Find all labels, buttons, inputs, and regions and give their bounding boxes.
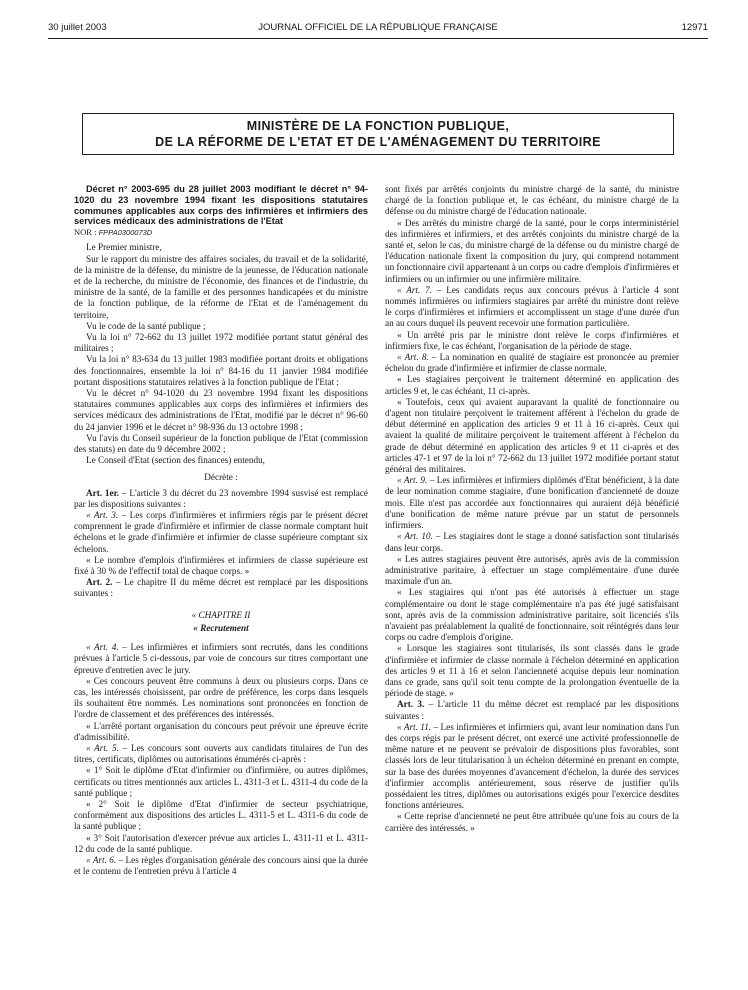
- article-5-item-3: « 3° Soit l'autorisation d'exercer prévue aux articles L. 4311-11 et L. 4311-12 du code de la santé publique.: [74, 832, 368, 854]
- article-1: [74, 488, 368, 510]
- article-10-text: – Les stagiaires dont le stage a donné satisfaction sont titularisés dans leur corps.: [385, 531, 680, 553]
- article-6-paragraph-2: « Des arrêtés du ministre chargé de la santé, pour le corps interministériel des infirmières et infirmiers, et des arrêtés conjoints du ministre chargé de la santé et, selon le cas, du ministre chargé de la défense ou du ministre chargé de l'éducation nationale fixent la composition du jury, qui comprend notamment un fonctionnaire civil appartenant à un corps ou cadre d'emplois d'infirmières et infirmiers ou un infirmier ou une infirmière militaire.: [385, 217, 679, 284]
- article-4-label: « Art. 4.: [86, 642, 119, 653]
- article-3-quoted: [74, 510, 368, 555]
- article-5: [74, 743, 368, 765]
- article-6-continued: sont fixés par arrêtés conjoints du ministre chargé de la santé, du ministre chargé de la fonction publique et, le cas échéant, du ministre chargé de la défense ou du ministre chargé de l'éducation nationale.: [385, 184, 679, 217]
- article-9: [385, 475, 679, 531]
- article-3-amend: [385, 699, 679, 721]
- article-4-paragraph-3: « L'arrêté portant organisation du concours peut prévoir une épreuve écrite d'admissibilité.: [74, 720, 368, 742]
- nor-label: NOR :: [74, 227, 97, 238]
- article-8-paragraph-3: « Toutefois, ceux qui avaient auparavant la qualité de fonctionnaire ou d'agent non titulaire perçoivent le traitement afférent à l'échelon du grade de début déterminé en application des articles 9 et 11 à 16 ci-après. Ceux qui avaient la qualité de militaire perçoivent le traitement afférent à l'échelon du grade de début déterminé en application des articles 9 et 11 ci-après et des articles 47-1 et 97 de la loi n° 72-662 du 13 juillet 1972 modifiée portant statut général des militaires.: [385, 396, 679, 475]
- article-8-text: – La nomination en qualité de stagiaire est prononcée au premier échelon du grade d'infirmière et infirmier de classe normale.: [385, 352, 679, 374]
- article-3-amend-label: Art. 3.: [397, 699, 425, 710]
- article-4: [74, 642, 368, 676]
- decrete: Décrète :: [204, 472, 238, 483]
- visa-decret-94-1020: Vu le décret n° 94-1020 du 23 novembre 1994 fixant les dispositions statutaires communes applicables aux corps des infirmières et infirmiers des services médicaux des administrations de l'Etat, modifié par le décret n° 96-60 du 24 janvier 1996 et le décret n° 98-936 du 13 octobre 1998 ;: [74, 388, 368, 432]
- article-5-label: « Art. 5.: [86, 742, 119, 753]
- article-3-amend-text: – L'article 11 du même décret est remplacé par les dispositions suivantes :: [385, 699, 679, 721]
- visa-loi-83-634: Vu la loi n° 83-634 du 13 juillet 1983 modifiée portant droits et obligations des fonctionnaires, ensemble la loi n° 84-16 du 11 janvier 1984 modifiée portant dispositions statutaires relatives à la fonction publique de l'Etat ;: [74, 354, 368, 387]
- article-7: [385, 285, 679, 330]
- article-7-label: « Art. 7.: [397, 284, 432, 295]
- article-8-label: « Art. 8.: [397, 352, 429, 363]
- article-11-paragraph-2: « Cette reprise d'ancienneté ne peut être attribuée qu'une fois au cours de la carrière des intéressés. »: [385, 811, 679, 833]
- visa-rapport: Sur le rapport du ministre des affaires sociales, du travail et de la solidarité, de la ministre de la défense, du ministre de la jeunesse, de l'éducation nationale et de la recherche, du ministre de l'économie, des finances et de l'industrie, du ministre de la santé, de la famille et des personnes handicapées et du ministre de la fonction publique, de la réforme de l'Etat et de l'aménagement du territoire,: [74, 253, 368, 320]
- article-5-item-1: « 1° Soit le diplôme d'Etat d'infirmier ou d'infirmière, ou autres diplômes, certificats ou titres mentionnés aux articles L. 4311-3 et L. 4311-4 du code de la santé publique ;: [74, 765, 368, 798]
- visa-code-sante: Vu le code de la santé publique ;: [86, 320, 206, 331]
- article-11: [385, 722, 679, 812]
- article-9-label: « Art. 9.: [397, 475, 428, 486]
- article-10-label: « Art. 10.: [397, 531, 433, 542]
- header-rule: [48, 38, 708, 39]
- decree-title: Décret n° 2003-695 du 28 juillet 2003 modifiant le décret n° 94-1020 du 23 novembre 1994 fixant les dispositions statutaires communes applicables aux corps des infirmières et infirmiers des services médicaux des administrations de l'Etat: [74, 184, 368, 227]
- article-6-label: « Art. 6.: [86, 854, 117, 865]
- article-5-item-2: « 2° Soit le diplôme d'Etat d'infirmier de secteur psychiatrique, conformément aux dispositions des articles L. 4311-5 et L. 4311-6 du code de la santé publique ;: [74, 798, 368, 832]
- article-10: [385, 531, 679, 553]
- left-column: [74, 184, 368, 877]
- premier-ministre: Le Premier ministre,: [86, 242, 162, 253]
- article-10-paragraph-4: « Lorsque les stagiaires sont titularisés, ils sont classés dans le grade d'infirmière et infirmier de classe normale à l'échelon déterminé en application des articles 9 et 11 à 16 et selon l'ancienneté acquise depuis leur nomination dans ce grade, sans qu'il soit tenu compte de la prolongation éventuelle de la période de stage. »: [385, 643, 679, 699]
- article-6-text: – Les règles d'organisation générale des concours ainsi que la durée et le contenu de l'entretien prévu à l'article 4: [74, 854, 368, 877]
- ministry-box: [82, 113, 674, 155]
- article-11-label: « Art. 11.: [397, 721, 432, 732]
- article-8: [385, 352, 679, 374]
- article-2: [74, 577, 368, 599]
- article-9-text: – Les infirmières et infirmiers diplômés d'Etat bénéficient, à la date de leur nomination comme stagiaire, d'une bonification d'ancienneté de douze mois. Elle n'est pas accordée aux fonctionnaires qui auraient déjà bénéficié d'une bonification de même nature prévue par un statut de personnels infirmiers.: [385, 475, 680, 531]
- chapter-heading: « CHAPITRE II: [191, 609, 251, 620]
- article-10-paragraph-3: « Les stagiaires qui n'ont pas été autorisés à effectuer un stage complémentaire ou dont le stage complémentaire n'a pas été jugé satisfaisant sont, après avis de la commission administrative paritaire, soit licenciés s'ils n'avaient pas préalablement la qualité de fonctionnaire, soit réintégrés dans leur corps ou cadre d'emplois d'origine.: [385, 587, 679, 643]
- article-5-text: – Les concours sont ouverts aux candidats titulaires de l'un des titres, certificats, diplômes ou autorisations énumérés ci-après :: [74, 742, 368, 765]
- article-1-text: – L'article 3 du décret du 23 novembre 1994 susvisé est remplacé par les dispositions suivantes :: [74, 487, 368, 509]
- article-7-paragraph-2: « Un arrêté pris par le ministre dont relève le corps d'infirmières et infirmiers fixe, le cas échéant, l'organisation de la période de stage.: [385, 329, 679, 351]
- article-7-text: – Les candidats reçus aux concours prévus à l'article 4 sont nommés infirmières ou infirmiers stagiaires par arrêté du ministre dont relève le corps d'infirmières et infirmiers et accomplissent un stage d'une durée d'un an au cours duquel ils peuvent recevoir une formation particulière.: [385, 284, 680, 329]
- article-2-text: – Le chapitre II du même décret est remplacé par les dispositions suivantes :: [74, 577, 368, 599]
- nor-code: FPPA0300073D: [98, 228, 153, 238]
- visa-conseil-superieur: Vu l'avis du Conseil supérieur de la fonction publique de l'Etat (commission des statuts) en date du 9 décembre 2002 ;: [74, 432, 368, 455]
- visa-loi-72-662: Vu la loi n° 72-662 du 13 juillet 1972 modifiée portant statut général des militaires ;: [74, 332, 368, 354]
- article-4-text: – Les infirmières et infirmiers sont recrutés, dans les conditions prévues à l'article 5 ci-dessous, par voie de concours sur titres comportant une épreuve d'entretien avec le jury.: [74, 642, 368, 675]
- article-3-label: « Art. 3.: [86, 510, 119, 521]
- article-6: [74, 855, 368, 877]
- ministry-line-1: MINISTÈRE DE LA FONCTION PUBLIQUE,: [246, 119, 510, 133]
- article-3-text: – Les corps d'infirmières et infirmiers régis par le présent décret comprennent le grade d'infirmière et infirmier de classe normale comptant huit échelons et le grade d'infirmière et infirmier de classe supérieure comptant six échelons.: [74, 510, 368, 554]
- article-2-label: Art. 2.: [86, 577, 113, 588]
- page-header: [48, 22, 708, 36]
- article-8-paragraph-2: « Les stagiaires perçoivent le traitement déterminé en application des articles 9 et, le cas échéant, 11 ci-après.: [385, 374, 679, 396]
- article-1-label: Art. 1er.: [86, 487, 120, 498]
- ministry-line-2: DE LA RÉFORME DE L'ETAT ET DE L'AMÉNAGEMENT DU TERRITOIRE: [155, 135, 601, 149]
- visa-conseil-etat: Le Conseil d'Etat (section des finances) entendu,: [86, 455, 265, 466]
- header-date: 30 juillet 2003: [48, 22, 107, 33]
- right-column: [385, 184, 679, 834]
- article-4-paragraph-2: « Ces concours peuvent être communs à deux ou plusieurs corps. Dans ce cas, les intéressés choisissent, par ordre de préférence, les corps dans lesquels ils souhaitent être nommés. Les nominations sont prononcées en fonction de l'ordre de classement et des préférences des intéressés.: [74, 675, 368, 720]
- header-journal-title: JOURNAL OFFICIEL DE LA RÉPUBLIQUE FRANÇAISE: [258, 22, 498, 33]
- chapter-title: « Recrutement: [193, 622, 249, 633]
- article-11-text: – Les infirmières et infirmiers qui, avant leur nomination dans l'un des corps régis par le présent décret, ont exercé une activité professionnelle de même nature et ne peuvent se prévaloir de dispositions plus favorables, sont classés lors de leur titularisation à un échelon déterminé en prenant en compte, sur la base des durées moyennes d'avancement d'échelon, la durée des services d'infirmier accomplis antérieurement, sous réserve de justifier qu'ils possédaient les titres, diplômes ou autorisations exigés pour l'exercice desdites fonctions antérieures.: [385, 721, 679, 811]
- nor-reference: [74, 227, 368, 238]
- article-3-paragraph-2: « Le nombre d'emplois d'infirmières et infirmiers de classe supérieure est fixé à 30 % de l'effectif total de chaque corps. »: [74, 554, 368, 577]
- article-10-paragraph-2: « Les autres stagiaires peuvent être autorisés, après avis de la commission administrative paritaire, à effectuer un stage complémentaire d'une durée maximale d'un an.: [385, 553, 679, 587]
- header-page-number: 12971: [681, 22, 708, 33]
